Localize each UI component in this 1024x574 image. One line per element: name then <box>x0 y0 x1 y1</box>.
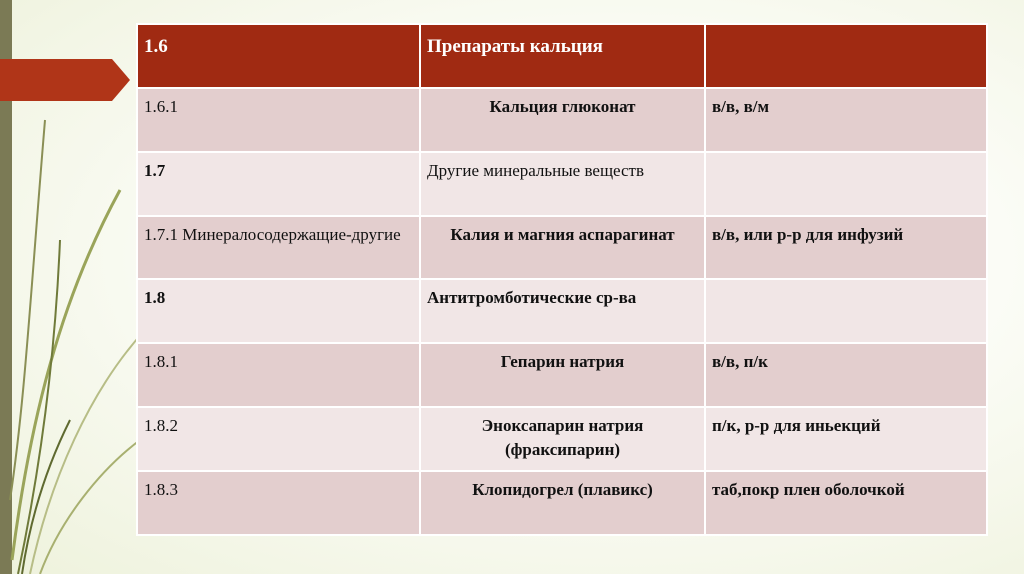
table-row <box>137 343 987 407</box>
code-cell: 1.8.3 <box>137 471 420 535</box>
code-cell: 1.8.1 <box>137 343 420 407</box>
table-row <box>137 216 987 279</box>
table-row <box>137 279 987 343</box>
header-group-cell: Препараты кальция <box>420 24 705 88</box>
drug-table <box>136 23 988 536</box>
table-row <box>137 471 987 535</box>
code-cell: 1.7 <box>137 152 420 216</box>
drug-cell: Другие минеральные веществ <box>420 152 705 216</box>
table-row <box>137 407 987 471</box>
table-header-row <box>137 24 987 88</box>
drug-cell: Антитромботические ср-ва <box>420 279 705 343</box>
table-row <box>137 152 987 216</box>
drug-cell: Калия и магния аспарагинат <box>420 216 705 279</box>
table-row <box>137 88 987 152</box>
code-cell: 1.7.1 Минералосодержащие-другие <box>137 216 420 279</box>
route-cell: п/к, р-р для иньекций <box>705 407 987 471</box>
drug-cell: Гепарин натрия <box>420 343 705 407</box>
drug-cell: Клопидогрел (плавикс) <box>420 471 705 535</box>
route-cell <box>705 152 987 216</box>
code-cell: 1.8 <box>137 279 420 343</box>
arrow-tab-decoration <box>0 59 130 101</box>
header-route-cell <box>705 24 987 88</box>
route-cell <box>705 279 987 343</box>
header-code-cell: 1.6 <box>137 24 420 88</box>
code-cell: 1.6.1 <box>137 88 420 152</box>
route-cell: в/в, п/к <box>705 343 987 407</box>
drug-cell: Эноксапарин натрия (фраксипарин) <box>420 407 705 471</box>
code-cell: 1.8.2 <box>137 407 420 471</box>
drug-cell: Кальция глюконат <box>420 88 705 152</box>
route-cell: таб,покр плен оболочкой <box>705 471 987 535</box>
route-cell: в/в, в/м <box>705 88 987 152</box>
route-cell: в/в, или р-р для инфузий <box>705 216 987 279</box>
